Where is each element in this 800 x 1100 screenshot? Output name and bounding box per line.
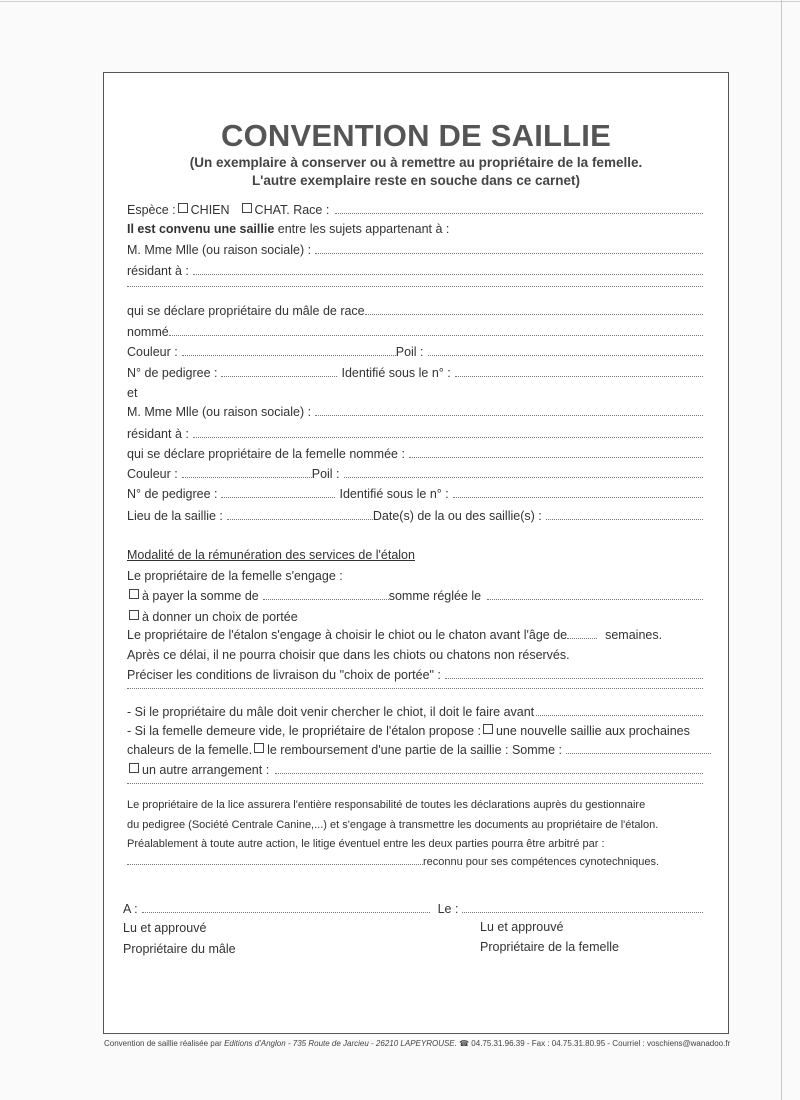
male-color-row <box>127 345 703 359</box>
male-id-field[interactable] <box>455 375 703 377</box>
choix-label: à donner un choix de portée <box>142 610 298 624</box>
female-resident-field[interactable] <box>193 436 703 438</box>
male-breed-label: qui se déclare propriétaire du mâle de race <box>127 304 365 318</box>
male-name-label: nommé <box>127 325 169 339</box>
weeks-label: semaines. <box>605 628 663 642</box>
female-owner-name-label: M. Mme Mlle (ou raison sociale) : <box>127 405 312 419</box>
a-label: A : <box>123 902 138 916</box>
autre-checkbox[interactable] <box>129 763 139 773</box>
remboursement-label: le remboursement d'une partie de la saillie : Somme : <box>267 743 562 757</box>
subtitle-line-1: (Un exemplaire à conserver ou à remettre au propriétaire de la femelle. <box>189 155 643 170</box>
chien-checkbox[interactable] <box>178 203 188 213</box>
autre-label: un autre arrangement : <box>142 763 270 777</box>
male-owner-name-label: M. Mme Mlle (ou raison sociale) : <box>127 243 312 257</box>
le-label: Le : <box>437 902 459 916</box>
female-pedigree-label: N° de pedigree : <box>127 487 218 501</box>
payer-row <box>127 589 703 603</box>
male-name-row <box>127 325 703 339</box>
convention-row <box>127 222 449 236</box>
nouvelle-saillie-label: une nouvelle saillie aux prochaines <box>495 724 690 738</box>
convention-rest: entre les sujets appartenant à : <box>277 222 450 236</box>
male-pedigree-label: N° de pedigree : <box>127 366 218 380</box>
female-coat-field[interactable] <box>344 476 703 478</box>
footer <box>104 1039 744 1048</box>
male-coat-label: Poil : <box>395 345 424 359</box>
male-resident-field[interactable] <box>193 273 703 275</box>
date-field[interactable] <box>462 911 703 913</box>
et-label: et <box>127 386 138 400</box>
nouvelle-saillie-checkbox[interactable] <box>483 724 493 734</box>
autre-row <box>127 763 703 777</box>
preciser-row-2 <box>127 687 703 692</box>
autre-row-2 <box>127 782 703 787</box>
female-pedigree-field[interactable] <box>221 496 335 498</box>
male-color-field[interactable] <box>182 354 396 356</box>
preciser-row <box>127 668 703 682</box>
payer-label: à payer la somme de <box>142 589 259 603</box>
female-name-field[interactable] <box>409 456 703 458</box>
chaleurs-label: chaleurs de la femelle. <box>127 743 253 757</box>
remuneration-section-title: Modalité de la rémunération des services de l'étalon <box>127 548 415 562</box>
reglee-label: somme réglée le <box>388 589 482 603</box>
male-color-label: Couleur : <box>127 345 178 359</box>
scan-edge-top <box>0 1 800 2</box>
engage-label: Le propriétaire de la femelle s'engage : <box>127 569 343 583</box>
male-resident-label: résidant à : <box>127 264 189 278</box>
lieu-row <box>127 509 703 523</box>
si-male-label: - Si le propriétaire du mâle doit venir chercher le chiot, il doit le faire avant <box>127 705 535 719</box>
payer-checkbox[interactable] <box>129 589 139 599</box>
payer-amount-field[interactable] <box>263 598 389 600</box>
subtitle-line-2: L'autre exemplaire reste en souche dans ce carnet) <box>251 173 581 188</box>
male-resident-field-2[interactable] <box>127 285 703 287</box>
weeks-field[interactable] <box>567 637 597 639</box>
female-color-label: Couleur : <box>127 467 178 481</box>
male-breed-field[interactable] <box>365 313 703 315</box>
etalon-engage-label: Le propriétaire de l'étalon s'engage à choisir le chiot ou le chaton avant l'âge de <box>127 628 568 642</box>
footer-start: Convention de saillie réalisée par <box>104 1039 222 1048</box>
si-male-field[interactable] <box>536 714 703 716</box>
male-owner-name-row <box>127 243 703 257</box>
chat-checkbox[interactable] <box>242 203 252 213</box>
place-date-row <box>123 902 703 916</box>
female-color-row <box>127 467 703 481</box>
lu-approuve-left: Lu et approuvé <box>123 921 207 935</box>
male-owner-name-field[interactable] <box>315 252 703 254</box>
si-male-row <box>127 705 703 719</box>
espece-row <box>127 203 703 217</box>
lu-approuve-right: Lu et approuvé <box>480 920 564 934</box>
chien-label: CHIEN <box>190 203 230 217</box>
female-name-label: qui se déclare propriétaire de la femelle nommée : <box>127 447 405 461</box>
footer-contact: ☎ 04.75.31.96.39 - Fax : 04.75.31.80.95 - Courriel : voschiens@wanadoo.fr <box>459 1039 731 1048</box>
chat-race-label: CHAT. Race : <box>254 203 330 217</box>
male-resident-row-2 <box>127 285 703 290</box>
apres-delai-row <box>127 648 570 662</box>
lieu-field[interactable] <box>227 518 373 520</box>
choix-checkbox[interactable] <box>129 610 139 620</box>
male-name-field[interactable] <box>169 334 703 336</box>
male-pedigree-field[interactable] <box>221 375 337 377</box>
remboursement-amount-field[interactable] <box>566 752 711 754</box>
apres-delai-text: Après ce délai, il ne pourra choisir que dans les chiots ou chatons non réservés. <box>127 648 570 662</box>
signature-female-owner[interactable]: Propriétaire de la femelle <box>480 940 619 954</box>
espece-label: Espèce : <box>127 203 176 217</box>
female-name-row <box>127 447 703 461</box>
preciser-label: Préciser les conditions de livraison du "choix de portée" : <box>127 668 441 682</box>
autre-field-2[interactable] <box>127 782 703 784</box>
legal-line-3: Préalablement à toute autre action, le litige éventuel entre les deux parties pourra être arbitré par : <box>127 838 605 850</box>
male-breed-row <box>127 304 703 318</box>
remboursement-checkbox[interactable] <box>254 743 264 753</box>
et-row <box>127 386 137 400</box>
female-id-label: Identifié sous le n° : <box>339 487 449 501</box>
engage-row <box>127 569 343 583</box>
female-color-field[interactable] <box>182 476 312 478</box>
male-id-label: Identifié sous le n° : <box>341 366 451 380</box>
male-pedigree-row <box>127 366 703 380</box>
autre-field[interactable] <box>275 772 703 774</box>
male-coat-field[interactable] <box>428 354 703 356</box>
footer-publisher: Editions d'Anglon - 735 Route de Jarcieu - 26210 LAPEYROUSE. <box>224 1039 457 1048</box>
etalon-engage-row <box>127 628 662 642</box>
place-field[interactable] <box>142 911 430 913</box>
dates-field[interactable] <box>546 518 703 520</box>
convention-bold: Il est convenu une saillie <box>127 222 275 236</box>
signature-male-owner[interactable]: Propriétaire du mâle <box>123 942 236 956</box>
female-resident-label: résidant à : <box>127 427 189 441</box>
female-owner-name-row <box>127 405 703 419</box>
female-coat-label: Poil : <box>311 467 340 481</box>
female-pedigree-row <box>127 487 703 501</box>
male-resident-row <box>127 264 703 278</box>
chaleurs-row <box>127 743 711 757</box>
dates-label: Date(s) de la ou des saillie(s) : <box>372 509 542 523</box>
form-title: CONVENTION DE SAILLIE <box>220 118 611 153</box>
preciser-field[interactable] <box>445 677 703 679</box>
lieu-label: Lieu de la saillie : <box>127 509 223 523</box>
reglee-date-field[interactable] <box>487 598 703 600</box>
preciser-field-2[interactable] <box>127 687 703 689</box>
si-femelle-label: - Si la femelle demeure vide, le propriétaire de l'étalon propose : <box>127 724 481 738</box>
arbitre-field[interactable] <box>127 863 423 865</box>
female-owner-name-field[interactable] <box>315 414 703 416</box>
si-femelle-row <box>127 724 690 738</box>
female-resident-row <box>127 427 703 441</box>
legal-line-4: reconnu pour ses compétences cynotechniques. <box>127 856 697 868</box>
choix-row <box>127 610 298 624</box>
race-field[interactable] <box>335 212 703 214</box>
legal-line-2: du pedigree (Société Centrale Canine,...) et s'engage à transmettre les documents au propriétaire de l'étalon. <box>127 819 659 831</box>
female-id-field[interactable] <box>453 496 703 498</box>
legal-line-1: Le propriétaire de la lice assurera l'entière responsabilité de toutes les déclarations auprès du gestionnaire <box>127 799 646 811</box>
